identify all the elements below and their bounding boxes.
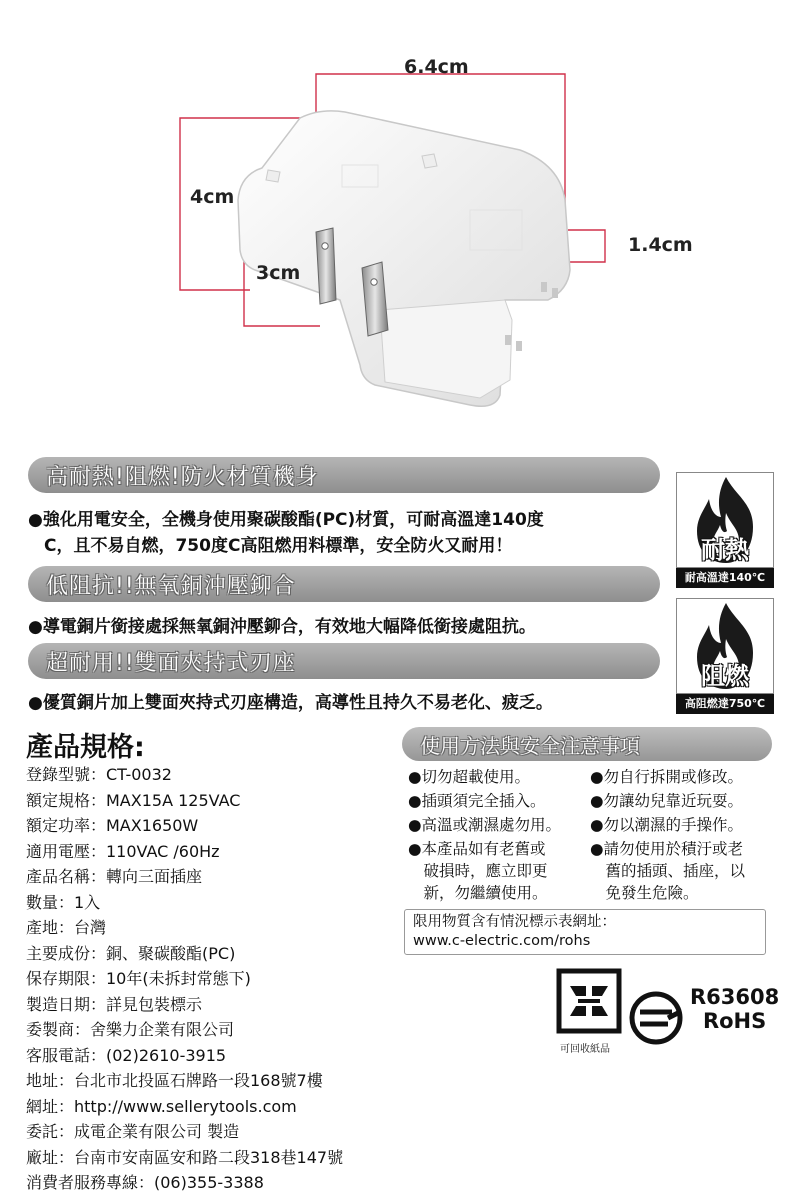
adapter-illustration (0, 0, 800, 440)
spec-row: 適用電壓：110VAC /60Hz (26, 841, 220, 861)
spec-row: 產地：台灣 (26, 918, 107, 937)
badge-caption: 高阻燃達750℃ (676, 694, 774, 714)
feature-banner-resistance (28, 566, 660, 602)
dimension-height: 4cm (190, 186, 235, 208)
safety-note: ●切勿超載使用。 (408, 768, 531, 786)
spec-row: 客服電話：(02)2610-3915 (26, 1045, 227, 1065)
spec-row: 主要成份：銅、聚碳酸酯(PC) (26, 943, 236, 963)
badge-word: 耐熱 (701, 536, 749, 564)
spec-row: 消費者服務專線：(06)355-3388 (26, 1173, 264, 1192)
spec-row: 地址：台北市北投區石牌路一段168號7樓 (26, 1071, 323, 1090)
spec-row: 製造日期：詳見包裝標示 (26, 994, 203, 1014)
spec-row: 保存期限：10年(未拆封常態下) (26, 969, 251, 988)
spec-list (26, 762, 343, 1196)
paper-recycle-icon (556, 968, 622, 1036)
safety-banner (402, 727, 772, 761)
feature-title: 低阻抗!!無氧銅沖壓鉚合 (46, 574, 296, 599)
rohs-mark (690, 985, 779, 1033)
spec-row: 委託：成電企業有限公司 製造 (26, 1122, 240, 1141)
rohs-text: RoHS (702, 1009, 767, 1033)
safety-title: 使用方法與安全注意事項 (420, 734, 640, 758)
spec-row: 數量：1入 (26, 892, 101, 912)
flame-retardant-badge (676, 598, 774, 714)
spec-row: 登錄型號：CT-0032 (26, 765, 172, 784)
dimension-width: 6.4cm (404, 56, 469, 78)
rohs-code: R63608 (690, 985, 780, 1009)
rohs-info-url[interactable]: www.c-electric.com/rohs (413, 933, 591, 949)
recycle-label: 可回收紙品 (560, 1044, 610, 1055)
spec-row: 產品名稱：轉向三面插座 (26, 867, 203, 886)
certification-mark-icon (628, 990, 684, 1046)
safety-note: ●勿讓幼兒靠近玩耍。 (590, 792, 744, 810)
dimension-depth: 3cm (256, 262, 301, 284)
feature-banner-heat (28, 457, 660, 493)
heat-resistant-badge (676, 472, 774, 588)
safety-note: ●插頭須完全插入。 (408, 792, 546, 810)
safety-note: 新，勿繼續使用。 (408, 884, 548, 902)
safety-note: 破損時，應立即更 (408, 862, 548, 880)
spec-row: 額定功率：MAX1650W (26, 816, 199, 835)
feature-text: ●導電銅片銜接處採無氧銅沖壓鉚合，有效地大幅降低銜接處阻抗。 (28, 617, 536, 637)
safety-note: 免發生危險。 (590, 884, 699, 902)
spec-row: 廠址：台南市安南區安和路二段318巷147號 (26, 1147, 344, 1167)
rohs-info-box (404, 909, 766, 955)
feature-text: C，且不易自燃，750度C高阻燃用料標準，安全防火又耐用！ (44, 536, 513, 556)
spec-title: 產品規格: (26, 732, 145, 763)
rohs-info-label: 限用物質含有情況標示表網址： (413, 914, 616, 930)
spec-row: 網址：http://www.sellerytools.com (26, 1096, 297, 1116)
product-photo (0, 0, 800, 440)
dimension-thickness: 1.4cm (628, 234, 693, 256)
feature-title: 高耐熱!阻燃!防火材質機身 (46, 465, 319, 490)
safety-note: ●勿以潮濕的手操作。 (590, 816, 744, 834)
badge-caption: 耐高溫達140℃ (676, 568, 774, 588)
safety-note: ●高溫或潮濕處勿用。 (408, 816, 562, 834)
safety-note: ●本產品如有老舊或 (408, 840, 546, 858)
feature-text: ●強化用電安全，全機身使用聚碳酸酯(PC)材質，可耐高溫達140度 (28, 510, 544, 530)
badge-word: 阻燃 (701, 662, 749, 690)
safety-note: ●勿自行拆開或修改。 (590, 768, 744, 786)
spec-row: 委製商：舍樂力企業有限公司 (26, 1020, 235, 1039)
safety-note: ●請勿使用於積汙或老 (590, 840, 744, 858)
feature-text: ●優質銅片加上雙面夾持式刃座構造，高導性且持久不易老化、疲乏。 (28, 693, 553, 713)
feature-title: 超耐用!!雙面夾持式刃座 (46, 651, 296, 676)
feature-banner-clamp (28, 643, 660, 679)
spec-row: 額定規格：MAX15A 125VAC (26, 790, 241, 810)
safety-note: 舊的插頭、插座，以 (590, 862, 746, 880)
